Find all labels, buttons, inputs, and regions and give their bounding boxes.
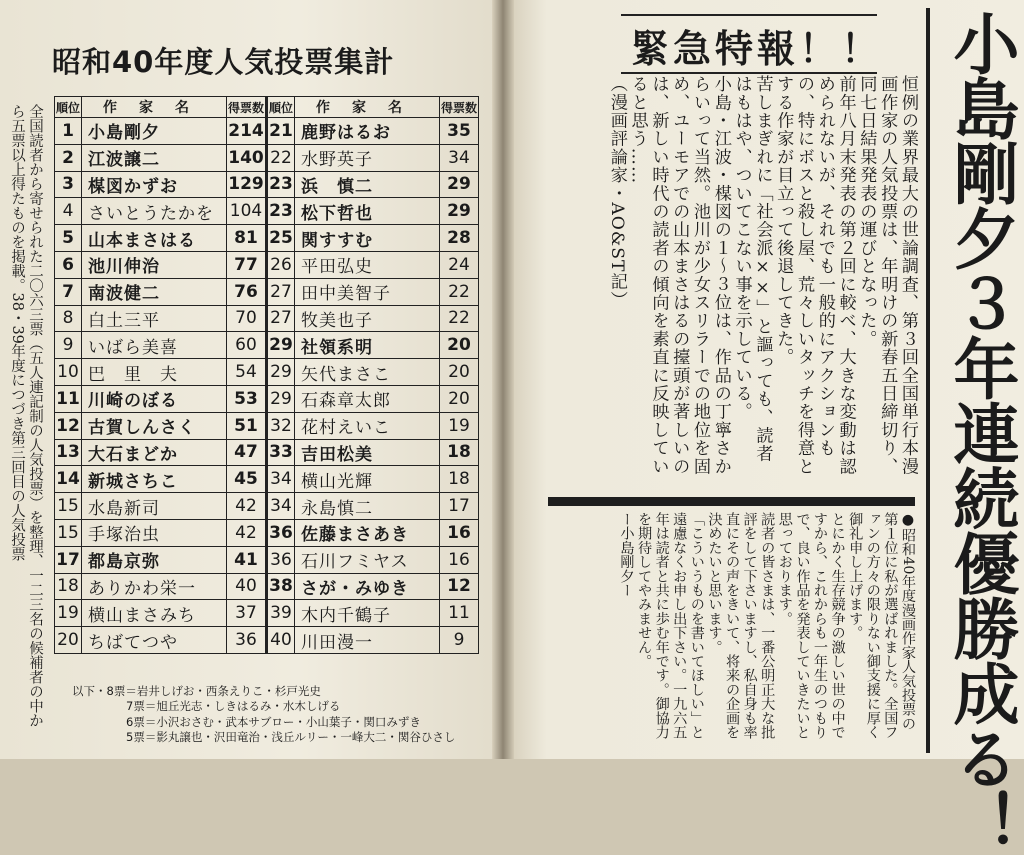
votes-cell: 20 <box>440 359 479 386</box>
article-byline: （漫画評論家・AO&ST記） <box>606 75 627 309</box>
votes-cell: 37 <box>227 600 267 627</box>
ranking-title: 昭和40年度人気投票集計 <box>52 45 395 79</box>
header-rank: 順位 <box>55 97 82 118</box>
name-cell: 永島慎二 <box>295 493 440 520</box>
votes-cell: 60 <box>227 332 267 359</box>
votes-cell: 22 <box>440 278 479 305</box>
header-rank: 順位 <box>267 97 295 118</box>
votes-cell: 42 <box>227 493 267 520</box>
name-cell: 石森章太郎 <box>295 385 440 412</box>
votes-cell: 45 <box>227 466 267 493</box>
rank-cell: 9 <box>55 332 82 359</box>
votes-cell: 19 <box>440 412 479 439</box>
name-cell: 佐藤まさあき <box>295 519 440 546</box>
rank-cell: 34 <box>267 493 295 520</box>
votes-cell: 17 <box>440 493 479 520</box>
rank-cell: 20 <box>55 627 82 654</box>
table-row <box>55 627 479 654</box>
rank-cell: 15 <box>55 493 82 520</box>
votes-cell: 47 <box>227 439 267 466</box>
name-cell: 楳図かずお <box>82 171 227 198</box>
message-paragraph: 「こういうものを書いてほしい」と遠慮なくお申し出下さい。一九六五年は読者と共に歩む年です。御協力を期待してやみません。 <box>636 512 705 740</box>
table-row <box>55 305 479 332</box>
rank-cell: 23 <box>267 171 295 198</box>
headline: 小島剛夕３年連続優勝成る！ <box>942 10 1019 855</box>
rank-cell: 3 <box>55 171 82 198</box>
votes-cell: 54 <box>227 359 267 386</box>
headline-rule <box>926 8 930 753</box>
ranking-side-note: 全国読者から寄せられた二〇六三票（五人連記制の人気投票）を整理、一二三名の候補者の中から五票以上得たものを掲載。38・39年度につづき第三回目の人気投票 <box>9 104 43 728</box>
table-row <box>55 118 479 145</box>
name-cell: 白土三平 <box>82 305 227 332</box>
table-row <box>55 359 479 386</box>
rank-cell: 36 <box>267 546 295 573</box>
rank-cell: 11 <box>55 385 82 412</box>
footnote-line: 5票＝影丸譲也・沢田竜治・浅丘ルリー・一峰大二・関谷ひさし <box>126 730 456 745</box>
name-cell: 花村えいこ <box>295 412 440 439</box>
section-divider <box>548 497 915 506</box>
rank-cell: 18 <box>55 573 82 600</box>
votes-cell: 53 <box>227 385 267 412</box>
rank-cell: 40 <box>267 627 295 654</box>
votes-cell: 29 <box>440 171 479 198</box>
table-row <box>55 439 479 466</box>
bulletin-title: 緊急特報！！ <box>631 27 884 71</box>
name-cell: 吉田松美 <box>295 439 440 466</box>
name-cell: 古賀しんさく <box>82 412 227 439</box>
rank-cell: 29 <box>267 332 295 359</box>
votes-cell: 12 <box>440 573 479 600</box>
votes-cell: 129 <box>227 171 267 198</box>
winner-message <box>540 512 916 744</box>
name-cell: 大石まどか <box>82 439 227 466</box>
name-cell: 江波譲二 <box>82 144 227 171</box>
name-cell: 都島京弥 <box>82 546 227 573</box>
table-row <box>55 600 479 627</box>
name-cell: 手塚治虫 <box>82 519 227 546</box>
name-cell: さいとうたかを <box>82 198 227 225</box>
rank-cell: 29 <box>267 359 295 386</box>
votes-cell: 42 <box>227 519 267 546</box>
header-name: 作家名 <box>295 97 440 118</box>
table-row <box>55 198 479 225</box>
votes-cell: 70 <box>227 305 267 332</box>
table-row <box>55 144 479 171</box>
rank-cell: 23 <box>267 198 295 225</box>
name-cell: 関すすむ <box>295 225 440 252</box>
table-row <box>55 385 479 412</box>
header-votes: 得票数 <box>440 97 479 118</box>
ranking-table <box>54 96 479 654</box>
name-cell: 山本まさはる <box>82 225 227 252</box>
rank-cell: 7 <box>55 278 82 305</box>
message-signature: ー小島剛夕ー <box>618 512 635 598</box>
votes-cell: 16 <box>440 546 479 573</box>
name-cell: 鹿野はるお <box>295 118 440 145</box>
message-paragraph: ●昭和40年度漫画作家人気投票の第１位に私が選ばれました。全国ファンの方々の限りない御支援に厚く御礼申し上げます。 <box>847 512 916 740</box>
votes-cell: 51 <box>227 412 267 439</box>
table-row <box>55 466 479 493</box>
name-cell: 石川フミヤス <box>295 546 440 573</box>
votes-cell: 81 <box>227 225 267 252</box>
rank-cell: 22 <box>267 144 295 171</box>
rank-cell: 19 <box>55 600 82 627</box>
rank-cell: 1 <box>55 118 82 145</box>
name-cell: 水野英子 <box>295 144 440 171</box>
name-cell: 平田弘史 <box>295 251 440 278</box>
rank-cell: 36 <box>267 519 295 546</box>
name-cell: 社領系明 <box>295 332 440 359</box>
name-cell: 田中美智子 <box>295 278 440 305</box>
rank-cell: 10 <box>55 359 82 386</box>
rank-cell: 29 <box>267 385 295 412</box>
table-row <box>55 412 479 439</box>
rank-cell: 6 <box>55 251 82 278</box>
table-row <box>55 546 479 573</box>
name-cell: 川田漫一 <box>295 627 440 654</box>
rank-cell: 27 <box>267 278 295 305</box>
votes-cell: 40 <box>227 573 267 600</box>
rank-cell: 12 <box>55 412 82 439</box>
table-row <box>55 493 479 520</box>
rank-cell: 26 <box>267 251 295 278</box>
article-paragraph: 苦しまぎれに「社会派××」と謳っても、読者はもはや、ついてこない事を示している。 <box>731 75 773 463</box>
name-cell: いばら美喜 <box>82 332 227 359</box>
name-cell: 横山光輝 <box>295 466 440 493</box>
rank-cell: 33 <box>267 439 295 466</box>
rank-cell: 38 <box>267 573 295 600</box>
ranking-header-row <box>55 97 479 118</box>
rank-cell: 34 <box>267 466 295 493</box>
rank-cell: 32 <box>267 412 295 439</box>
name-cell: さが・みゆき <box>295 573 440 600</box>
table-row <box>55 225 479 252</box>
rank-cell: 15 <box>55 519 82 546</box>
votes-cell: 35 <box>440 118 479 145</box>
article-paragraph: 恒例の業界最大の世論調査、第３回全国単行本漫画作家の人気投票は、年明けの新春五日締切り、同七日結果発表の運びとなった。 <box>856 75 918 476</box>
table-row <box>55 171 479 198</box>
name-cell: 池川伸治 <box>82 251 227 278</box>
name-cell: 横山まさみち <box>82 600 227 627</box>
article-paragraph: 前年八月末発表の第２回に較べ、大きな変動は認められないが、それでも一般的にアクションもの、特にボスと殺し屋、荒々しいタッチを得意とする作家が目立って後退してきた。 <box>773 75 856 476</box>
votes-cell: 18 <box>440 439 479 466</box>
page-gutter <box>492 0 514 759</box>
table-row <box>55 278 479 305</box>
table-row <box>55 251 479 278</box>
rank-cell: 4 <box>55 198 82 225</box>
message-paragraph: 読者の皆さまは、一番公明正大な批評をして下さいますし、私自身も率直にその声をきいて、将来の企画を決めたいと思います。 <box>706 512 776 740</box>
bulletin-article <box>545 75 918 477</box>
message-paragraph: とにかく生存競争の激しい世の中ですから、これからも一年生のつもりで、良い作品を発表していきたいと思っております。 <box>776 512 846 740</box>
votes-cell: 77 <box>227 251 267 278</box>
ranking-body <box>55 118 479 654</box>
votes-cell: 41 <box>227 546 267 573</box>
rank-cell: 17 <box>55 546 82 573</box>
name-cell: 松下哲也 <box>295 198 440 225</box>
table-row <box>55 573 479 600</box>
votes-cell: 29 <box>440 198 479 225</box>
name-cell: 浜 慎二 <box>295 171 440 198</box>
table-row <box>55 332 479 359</box>
rank-cell: 27 <box>267 305 295 332</box>
rank-cell: 25 <box>267 225 295 252</box>
votes-cell: 140 <box>227 144 267 171</box>
header-name: 作家名 <box>82 97 227 118</box>
votes-cell: 11 <box>440 600 479 627</box>
rank-cell: 5 <box>55 225 82 252</box>
votes-cell: 20 <box>440 332 479 359</box>
name-cell: 巴 里 夫 <box>82 359 227 386</box>
name-cell: 南波健二 <box>82 278 227 305</box>
votes-cell: 20 <box>440 385 479 412</box>
votes-cell: 104 <box>227 198 267 225</box>
votes-cell: 18 <box>440 466 479 493</box>
votes-cell: 9 <box>440 627 479 654</box>
rank-cell: 13 <box>55 439 82 466</box>
name-cell: ありかわ栄一 <box>82 573 227 600</box>
name-cell: 川崎のぼる <box>82 385 227 412</box>
table-row <box>55 519 479 546</box>
votes-cell: 16 <box>440 519 479 546</box>
article-paragraph: 小島・江波・楳図の１〜３位は、作品の丁寧さからいって当然。池川が少女スリラーでの地位を固め、ユーモアでの山本まさはるの擡頭が著しいのは、新しい時代の読者の傾向を素直に反映していると思う…… <box>627 75 731 476</box>
rank-cell: 21 <box>267 118 295 145</box>
votes-cell: 24 <box>440 251 479 278</box>
footnote-line: 7票＝旭丘光志・しきはるみ・水木しげる <box>126 699 341 714</box>
rank-cell: 8 <box>55 305 82 332</box>
rank-cell: 2 <box>55 144 82 171</box>
name-cell: 牧美也子 <box>295 305 440 332</box>
votes-cell: 36 <box>227 627 267 654</box>
name-cell: 小島剛夕 <box>82 118 227 145</box>
rank-cell: 39 <box>267 600 295 627</box>
votes-cell: 214 <box>227 118 267 145</box>
votes-cell: 22 <box>440 305 479 332</box>
header-votes: 得票数 <box>227 97 267 118</box>
name-cell: 木内千鶴子 <box>295 600 440 627</box>
name-cell: ちばてつや <box>82 627 227 654</box>
footnote-line: 以下・8票＝岩井しげお・西条えりこ・杉戸光史 <box>72 684 321 698</box>
rank-cell: 14 <box>55 466 82 493</box>
name-cell: 矢代まさこ <box>295 359 440 386</box>
name-cell: 新城さちこ <box>82 466 227 493</box>
footnote-line: 6票＝小沢おさむ・武本サブロー・小山葉子・関口みずき <box>126 714 421 729</box>
votes-cell: 28 <box>440 225 479 252</box>
ranking-footnote <box>72 684 455 746</box>
name-cell: 水島新司 <box>82 493 227 520</box>
votes-cell: 34 <box>440 144 479 171</box>
votes-cell: 76 <box>227 278 267 305</box>
